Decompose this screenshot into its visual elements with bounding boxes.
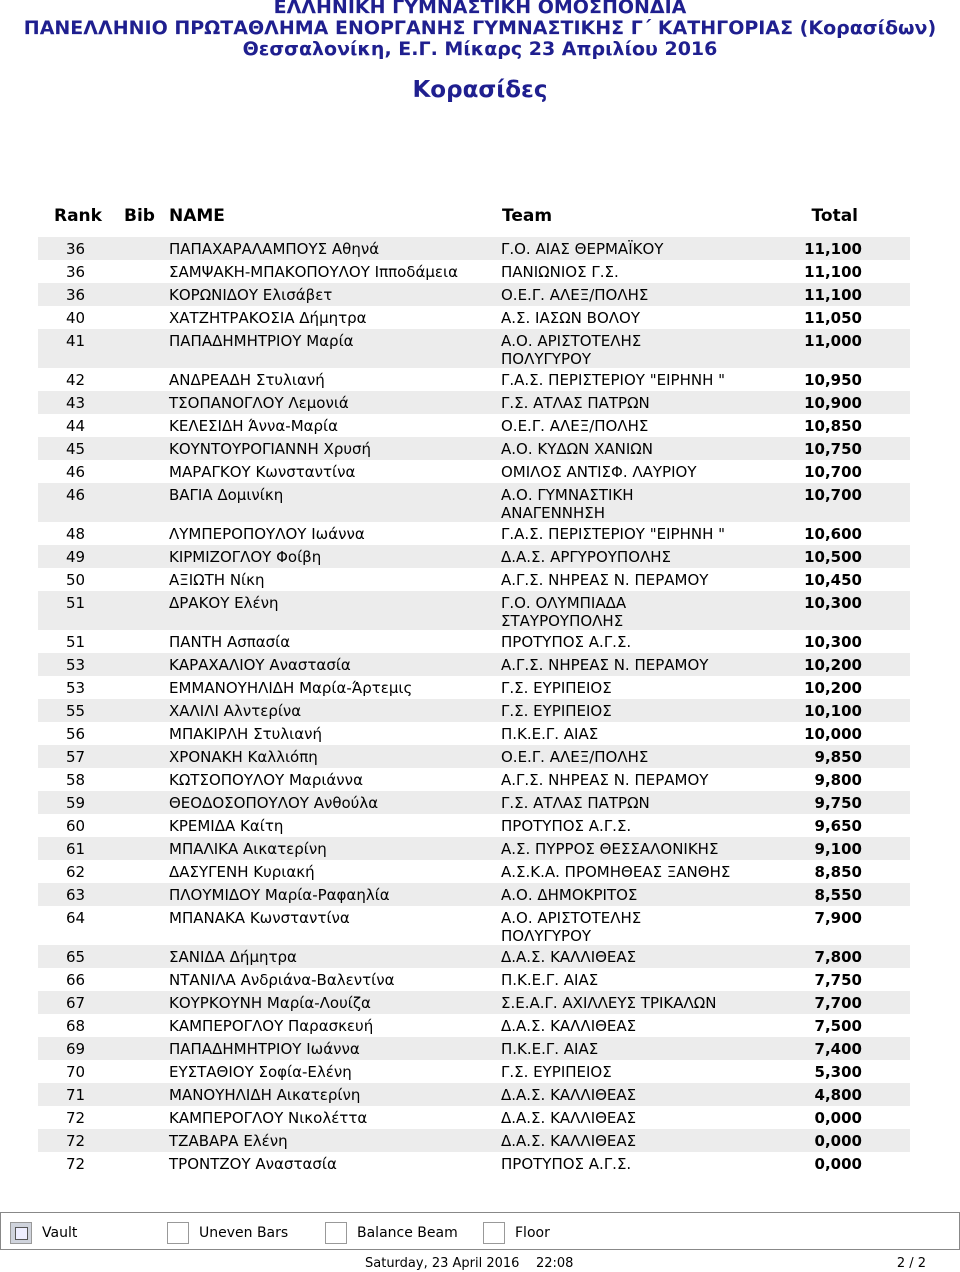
- total-cell: 10,100: [804, 702, 862, 720]
- team-cell: Α.Ο. ΑΡΙΣΤΟΤΕΛΗΣ ΠΟΛΥΓΥΡΟΥ: [501, 909, 642, 945]
- total-cell: 9,100: [814, 840, 862, 858]
- rank-cell: 68: [66, 1017, 86, 1035]
- team-cell: Γ.Σ. ΕΥΡΙΠΕΙΟΣ: [501, 702, 612, 720]
- team-cell: Γ.Σ. ΕΥΡΙΠΕΙΟΣ: [501, 1063, 612, 1081]
- table-row: [38, 483, 910, 522]
- name-cell: ΕΥΣΤΑΘΙΟΥ Σοφία-Ελένη: [169, 1063, 352, 1081]
- total-cell: 10,600: [804, 525, 862, 543]
- table-row: [38, 653, 910, 676]
- team-cell: Γ.Ο. ΟΛΥΜΠΙΑΔΑ ΣΤΑΥΡΟΥΠΟΛΗΣ: [501, 594, 627, 630]
- name-cell: ΑΞΙΩΤΗ Νίκη: [169, 571, 265, 589]
- total-cell: 7,750: [814, 971, 862, 989]
- name-cell: ΔΡΑΚΟΥ Ελένη: [169, 594, 279, 612]
- name-cell: ΔΑΣΥΓΕΝΗ Κυριακή: [169, 863, 315, 881]
- name-cell: ΠΑΠΑΔΗΜΗΤΡΙΟΥ Ιωάννα: [169, 1040, 360, 1058]
- legend-uneven-bars-label: Uneven Bars: [199, 1225, 289, 1241]
- name-cell: ΚΟΡΩΝΙΔΟΥ Ελισάβετ: [169, 286, 333, 304]
- rank-cell: 72: [66, 1155, 86, 1173]
- team-cell: ΠΡΟΤΥΠΟΣ Α.Γ.Σ.: [501, 817, 632, 835]
- name-cell: ΣΑΝΙΔΑ Δήμητρα: [169, 948, 297, 966]
- rank-cell: 48: [66, 525, 86, 543]
- team-cell: Δ.Α.Σ. ΚΑΛΛΙΘΕΑΣ: [501, 1017, 637, 1035]
- floor-icon: [483, 1222, 505, 1244]
- team-cell: Γ.Ο. ΑΙΑΣ ΘΕΡΜΑΪΚΟΥ: [501, 240, 664, 258]
- name-cell: ΘΕΟΔΟΣΟΠΟΥΛΟΥ Ανθούλα: [169, 794, 379, 812]
- table-row: [38, 568, 910, 591]
- name-cell: ΚΑΡΑΧΑΛΙΟΥ Αναστασία: [169, 656, 351, 674]
- table-row: [38, 414, 910, 437]
- team-cell: ΠΑΝΙΩΝΙΟΣ Γ.Σ.: [501, 263, 619, 281]
- name-cell: ΧΑΛΙΛΙ Αλντερίνα: [169, 702, 302, 720]
- name-cell: ΜΠΑΛΙΚΑ Αικατερίνη: [169, 840, 327, 858]
- total-cell: 10,950: [804, 371, 862, 389]
- team-cell: Γ.Σ. ΑΤΛΑΣ ΠΑΤΡΩΝ: [501, 394, 650, 412]
- team-cell: Π.Κ.Ε.Γ. ΑΙΑΣ: [501, 971, 599, 989]
- name-cell: ΚΙΡΜΙΖΟΓΛΟΥ Φοίβη: [169, 548, 322, 566]
- total-cell: 11,000: [804, 332, 862, 350]
- page-number: 2 / 2: [896, 1256, 926, 1271]
- table-row: [38, 768, 910, 791]
- rank-cell: 72: [66, 1109, 86, 1127]
- legend-floor-label: Floor: [515, 1225, 550, 1241]
- team-cell: Δ.Α.Σ. ΚΑΛΛΙΘΕΑΣ: [501, 948, 637, 966]
- legend-balance-beam: [325, 1222, 458, 1244]
- name-cell: ΚΑΜΠΕΡΟΓΛΟΥ Νικολέττα: [169, 1109, 368, 1127]
- name-cell: ΕΜΜΑΝΟΥΗΛΙΔΗ Μαρία-Άρτεμις: [169, 679, 413, 697]
- total-cell: 0,000: [814, 1155, 862, 1173]
- total-cell: 10,900: [804, 394, 862, 412]
- total-cell: 0,000: [814, 1109, 862, 1127]
- rank-cell: 44: [66, 417, 86, 435]
- footer-datetime: [365, 1256, 573, 1271]
- table-row: [38, 1106, 910, 1129]
- team-cell: Α.Γ.Σ. ΝΗΡΕΑΣ Ν. ΠΕΡΑΜΟΥ: [501, 656, 709, 674]
- uneven-bars-icon: [167, 1222, 189, 1244]
- total-cell: 10,200: [804, 679, 862, 697]
- table-row: [38, 306, 910, 329]
- rank-cell: 51: [66, 633, 86, 651]
- rank-cell: 55: [66, 702, 86, 720]
- federation-title: ΕΛΛΗΝΙΚΗ ΓΥΜΝΑΣΤΙΚΗ ΟΜΟΣΠΟΝΔΙΑ: [273, 0, 687, 18]
- table-row: [38, 699, 910, 722]
- name-cell: ΚΡΕΜΙΔΑ Καίτη: [169, 817, 284, 835]
- table-row: [38, 1060, 910, 1083]
- total-cell: 7,800: [814, 948, 862, 966]
- rank-cell: 69: [66, 1040, 86, 1058]
- table-row: [38, 968, 910, 991]
- rank-cell: 45: [66, 440, 86, 458]
- table-row: [38, 722, 910, 745]
- team-cell: Α.Γ.Σ. ΝΗΡΕΑΣ Ν. ΠΕΡΑΜΟΥ: [501, 571, 709, 589]
- table-row: [38, 237, 910, 260]
- team-cell: Α.Ο. ΔΗΜΟΚΡΙΤΟΣ: [501, 886, 638, 904]
- footer-date: Saturday, 23 April 2016: [365, 1256, 520, 1271]
- total-cell: 9,800: [814, 771, 862, 789]
- name-cell: ΝΤΑΝΙΛΑ Ανδριάνα-Βαλεντίνα: [169, 971, 395, 989]
- name-cell: ΧΑΤΖΗΤΡΑΚΟΣΙΑ Δήμητρα: [169, 309, 367, 327]
- total-cell: 10,300: [804, 633, 862, 651]
- rank-cell: 56: [66, 725, 86, 743]
- total-cell: 9,850: [814, 748, 862, 766]
- table-row: [38, 1152, 910, 1175]
- total-cell: 10,700: [804, 486, 862, 504]
- table-row: [38, 860, 910, 883]
- name-cell: ΜΑΡΑΓΚΟΥ Κωνσταντίνα: [169, 463, 356, 481]
- rank-cell: 50: [66, 571, 86, 589]
- name-cell: ΤΡΟΝΤΖΟΥ Αναστασία: [169, 1155, 337, 1173]
- legend-vault-label: Vault: [42, 1225, 78, 1241]
- column-header-total: Total: [811, 206, 858, 226]
- team-cell: Ο.Ε.Γ. ΑΛΕΞ/ΠΟΛΗΣ: [501, 748, 649, 766]
- rank-cell: 36: [66, 263, 86, 281]
- team-cell: Δ.Α.Σ. ΑΡΓΥΡΟΥΠΟΛΗΣ: [501, 548, 672, 566]
- team-cell: Α.Σ. ΙΑΣΩΝ ΒΟΛΟΥ: [501, 309, 640, 327]
- rank-cell: 42: [66, 371, 86, 389]
- total-cell: 7,400: [814, 1040, 862, 1058]
- name-cell: ΛΥΜΠΕΡΟΠΟΥΛΟΥ Ιωάννα: [169, 525, 365, 543]
- rank-cell: 40: [66, 309, 86, 327]
- total-cell: 9,750: [814, 794, 862, 812]
- name-cell: ΚΟΥΝΤΟΥΡΟΓΙΑΝΝΗ Χρυσή: [169, 440, 372, 458]
- rank-cell: 36: [66, 286, 86, 304]
- team-cell: Σ.Ε.Α.Γ. ΑΧΙΛΛΕΥΣ ΤΡΙΚΑΛΩΝ: [501, 994, 717, 1012]
- rank-cell: 53: [66, 656, 86, 674]
- table-row: [38, 329, 910, 368]
- rank-cell: 66: [66, 971, 86, 989]
- table-row: [38, 522, 910, 545]
- venue-date: Θεσσαλονίκη, Ε.Γ. Μίκαρς 23 Απριλίου 2016: [242, 38, 718, 60]
- total-cell: 9,650: [814, 817, 862, 835]
- team-cell: Ο.Ε.Γ. ΑΛΕΞ/ΠΟΛΗΣ: [501, 417, 649, 435]
- rank-cell: 59: [66, 794, 86, 812]
- name-cell: ΚΩΤΣΟΠΟΥΛΟΥ Μαριάννα: [169, 771, 363, 789]
- rank-cell: 57: [66, 748, 86, 766]
- rank-cell: 46: [66, 463, 86, 481]
- table-row: [38, 791, 910, 814]
- rank-cell: 61: [66, 840, 86, 858]
- table-row: [38, 368, 910, 391]
- column-header-name: NAME: [169, 206, 225, 226]
- team-cell: ΠΡΟΤΥΠΟΣ Α.Γ.Σ.: [501, 1155, 632, 1173]
- balance-beam-icon: [325, 1222, 347, 1244]
- total-cell: 10,850: [804, 417, 862, 435]
- table-row: [38, 460, 910, 483]
- rank-cell: 62: [66, 863, 86, 881]
- name-cell: ΚΕΛΕΣΙΔΗ Άννα-Μαρία: [169, 417, 339, 435]
- total-cell: 7,500: [814, 1017, 862, 1035]
- name-cell: ΚΟΥΡΚΟΥΝΗ Μαρία-Λουίζα: [169, 994, 371, 1012]
- name-cell: ΠΑΝΤΗ Ασπασία: [169, 633, 291, 651]
- table-row: [38, 391, 910, 414]
- name-cell: ΧΡΟΝΑΚΗ Καλλιόπη: [169, 748, 318, 766]
- column-header-team: Team: [502, 206, 553, 226]
- rank-cell: 36: [66, 240, 86, 258]
- team-cell: Ο.Ε.Γ. ΑΛΕΞ/ΠΟΛΗΣ: [501, 286, 649, 304]
- rank-cell: 46: [66, 486, 86, 504]
- table-row: [38, 745, 910, 768]
- total-cell: 10,500: [804, 548, 862, 566]
- table-row: [38, 1037, 910, 1060]
- team-cell: ΟΜΙΛΟΣ ΑΝΤΙΣΦ. ΛΑΥΡΙΟΥ: [501, 463, 697, 481]
- table-row: [38, 591, 910, 630]
- total-cell: 7,900: [814, 909, 862, 927]
- rank-cell: 58: [66, 771, 86, 789]
- legend-floor: [483, 1222, 550, 1244]
- team-cell: Γ.Α.Σ. ΠΕΡΙΣΤΕΡΙΟΥ "ΕΙΡΗΝΗ ": [501, 525, 726, 543]
- total-cell: 7,700: [814, 994, 862, 1012]
- total-cell: 10,450: [804, 571, 862, 589]
- table-row: [38, 1014, 910, 1037]
- team-cell: Α.Σ. ΠΥΡΡΟΣ ΘΕΣΣΑΛΟΝΙΚΗΣ: [501, 840, 719, 858]
- team-cell: Α.Ο. ΓΥΜΝΑΣΤΙΚΗ ΑΝΑΓΕΝΝΗΣΗ: [501, 486, 634, 522]
- name-cell: ΒΑΓΙΑ Δομινίκη: [169, 486, 284, 504]
- table-row: [38, 883, 910, 906]
- table-row: [38, 906, 910, 945]
- name-cell: ΜΠΑΝΑΚΑ Κωνσταντίνα: [169, 909, 350, 927]
- category-title: Κορασίδες: [412, 77, 548, 103]
- table-row: [38, 545, 910, 568]
- team-cell: Γ.Σ. ΑΤΛΑΣ ΠΑΤΡΩΝ: [501, 794, 650, 812]
- legend-balance-beam-label: Balance Beam: [357, 1225, 458, 1241]
- table-row: [38, 437, 910, 460]
- total-cell: 11,100: [804, 240, 862, 258]
- team-cell: Α.Ο. ΚΥΔΩΝ ΧΑΝΙΩΝ: [501, 440, 653, 458]
- column-header-rank: Rank: [54, 206, 102, 226]
- total-cell: 10,750: [804, 440, 862, 458]
- total-cell: 10,700: [804, 463, 862, 481]
- results-table: [38, 237, 910, 1175]
- total-cell: 8,550: [814, 886, 862, 904]
- rank-cell: 70: [66, 1063, 86, 1081]
- rank-cell: 60: [66, 817, 86, 835]
- name-cell: ΠΑΠΑΧΑΡΑΛΑΜΠΟΥΣ Αθηνά: [169, 240, 380, 258]
- team-cell: Π.Κ.Ε.Γ. ΑΙΑΣ: [501, 1040, 599, 1058]
- vault-icon: [10, 1222, 32, 1244]
- legend-vault: [10, 1222, 77, 1244]
- total-cell: 10,000: [804, 725, 862, 743]
- table-row: [38, 283, 910, 306]
- footer-time: 22:08: [535, 1256, 574, 1271]
- table-row: [38, 837, 910, 860]
- rank-cell: 49: [66, 548, 86, 566]
- total-cell: 11,050: [804, 309, 862, 327]
- table-row: [38, 630, 910, 653]
- name-cell: ΜΑΝΟΥΗΛΙΔΗ Αικατερίνη: [169, 1086, 361, 1104]
- rank-cell: 63: [66, 886, 86, 904]
- team-cell: Π.Κ.Ε.Γ. ΑΙΑΣ: [501, 725, 599, 743]
- team-cell: Δ.Α.Σ. ΚΑΛΛΙΘΕΑΣ: [501, 1086, 637, 1104]
- name-cell: ΠΑΠΑΔΗΜΗΤΡΙΟΥ Μαρία: [169, 332, 354, 350]
- total-cell: 11,100: [804, 286, 862, 304]
- rank-cell: 43: [66, 394, 86, 412]
- name-cell: ΚΑΜΠΕΡΟΓΛΟΥ Παρασκευή: [169, 1017, 374, 1035]
- apparatus-legend-box: [0, 1212, 960, 1250]
- table-row: [38, 1129, 910, 1152]
- rank-cell: 67: [66, 994, 86, 1012]
- team-cell: Γ.Α.Σ. ΠΕΡΙΣΤΕΡΙΟΥ "ΕΙΡΗΝΗ ": [501, 371, 726, 389]
- table-row: [38, 814, 910, 837]
- rank-cell: 72: [66, 1132, 86, 1150]
- name-cell: ΣΑΜΨΑΚΗ-ΜΠΑΚΟΠΟΥΛΟΥ Ιπποδάμεια: [169, 263, 458, 281]
- table-row: [38, 1083, 910, 1106]
- rank-cell: 71: [66, 1086, 86, 1104]
- total-cell: 8,850: [814, 863, 862, 881]
- table-row: [38, 260, 910, 283]
- name-cell: ΠΛΟΥΜΙΔΟΥ Μαρία-Ραφαηλία: [169, 886, 390, 904]
- team-cell: Γ.Σ. ΕΥΡΙΠΕΙΟΣ: [501, 679, 612, 697]
- name-cell: ΤΣΟΠΑΝΟΓΛΟΥ Λεμονιά: [169, 394, 349, 412]
- name-cell: ΜΠΑΚΙΡΛΗ Στυλιανή: [169, 725, 323, 743]
- table-row: [38, 676, 910, 699]
- championship-title: ΠΑΝΕΛΛΗΝΙΟ ΠΡΩΤΑΘΛΗΜΑ ΕΝΟΡΓΑΝΗΣ ΓΥΜΝΑΣΤΙΚΗΣ Γ΄ ΚΑΤΗΓΟΡΙΑΣ (Κορασίδων): [23, 17, 937, 39]
- team-cell: ΠΡΟΤΥΠΟΣ Α.Γ.Σ.: [501, 633, 632, 651]
- team-cell: Α.Σ.Κ.Α. ΠΡΟΜΗΘΕΑΣ ΞΑΝΘΗΣ: [501, 863, 731, 881]
- table-row: [38, 945, 910, 968]
- total-cell: 0,000: [814, 1132, 862, 1150]
- rank-cell: 41: [66, 332, 86, 350]
- rank-cell: 51: [66, 594, 86, 612]
- rank-cell: 64: [66, 909, 86, 927]
- name-cell: ΤΖΑΒΑΡΑ Ελένη: [169, 1132, 288, 1150]
- team-cell: Α.Ο. ΑΡΙΣΤΟΤΕΛΗΣ ΠΟΛΥΓΥΡΟΥ: [501, 332, 642, 368]
- total-cell: 4,800: [814, 1086, 862, 1104]
- legend-uneven-bars: [167, 1222, 288, 1244]
- total-cell: 11,100: [804, 263, 862, 281]
- team-cell: Α.Γ.Σ. ΝΗΡΕΑΣ Ν. ΠΕΡΑΜΟΥ: [501, 771, 709, 789]
- total-cell: 10,300: [804, 594, 862, 612]
- rank-cell: 65: [66, 948, 86, 966]
- table-row: [38, 991, 910, 1014]
- team-cell: Δ.Α.Σ. ΚΑΛΛΙΘΕΑΣ: [501, 1132, 637, 1150]
- rank-cell: 53: [66, 679, 86, 697]
- total-cell: 5,300: [814, 1063, 862, 1081]
- team-cell: Δ.Α.Σ. ΚΑΛΛΙΘΕΑΣ: [501, 1109, 637, 1127]
- name-cell: ΑΝΔΡΕΑΔΗ Στυλιανή: [169, 371, 325, 389]
- total-cell: 10,200: [804, 656, 862, 674]
- column-header-bib: Bib: [124, 206, 155, 226]
